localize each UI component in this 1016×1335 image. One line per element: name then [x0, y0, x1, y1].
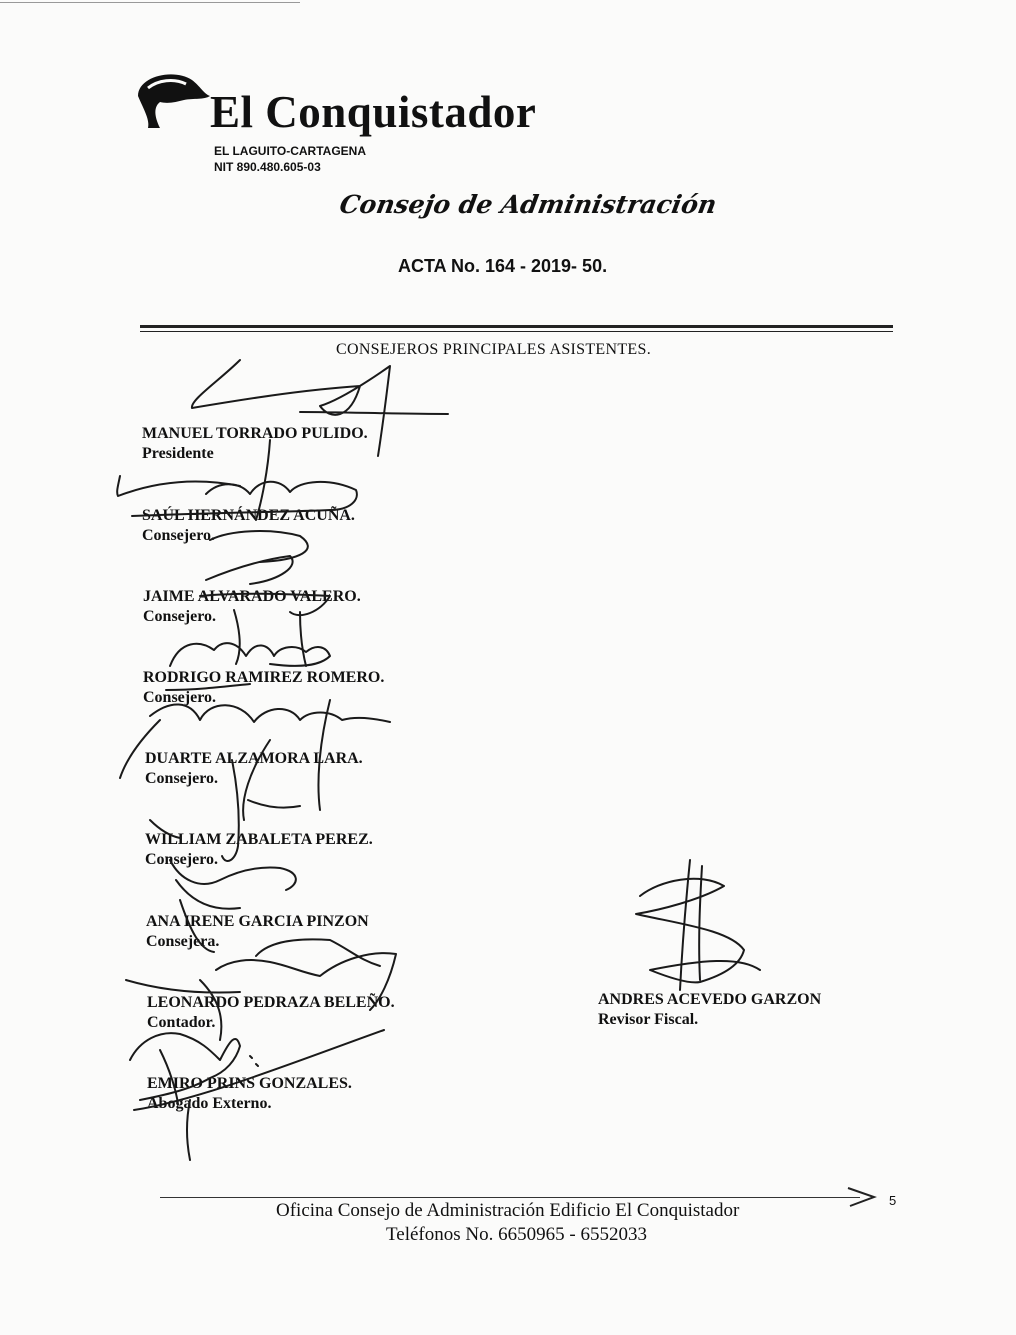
member-role: Consejero. — [145, 851, 219, 868]
footer-divider — [160, 1197, 860, 1198]
member-name: WILLIAM ZABALETA PEREZ. — [145, 831, 373, 848]
member-entry — [142, 424, 368, 464]
section-title: CONSEJEROS PRINCIPALES ASISTENTES. — [336, 341, 652, 358]
member-role: Presidente — [142, 445, 214, 462]
footer-phones: Teléfonos No. 6650965 - 6552033 — [386, 1224, 647, 1245]
brand-nit: NIT 890.480.605-03 — [214, 160, 321, 174]
member-entry — [143, 587, 361, 627]
fiscal-name: ANDRES ACEVEDO GARZON — [598, 991, 822, 1008]
member-role: Consejero. — [145, 770, 219, 787]
fiscal-role: Revisor Fiscal. — [598, 1011, 699, 1028]
page-number: 5 — [889, 1193, 897, 1208]
member-role: Contador. — [147, 1014, 216, 1031]
member-role: Abogado Externo. — [147, 1095, 272, 1112]
council-title: Consejo de Administración — [337, 190, 719, 219]
member-entry — [145, 749, 363, 789]
member-entry — [145, 830, 373, 870]
fiscal-entry — [598, 990, 821, 1030]
member-entry — [143, 668, 384, 708]
member-name: DUARTE ALZAMORA LARA. — [145, 750, 363, 767]
conquistador-helmet-icon — [134, 66, 214, 132]
member-entry — [147, 1074, 352, 1114]
member-entry — [142, 506, 355, 546]
brand-location: EL LAGUITO-CARTAGENA — [214, 144, 366, 158]
acta-number: ACTA No. 164 - 2019- 50. — [398, 256, 608, 276]
member-name: EMIRO PRINS GONZALES. — [147, 1075, 352, 1092]
brand-subtitle — [214, 143, 366, 175]
brand-title: El Conquistador — [210, 87, 537, 137]
arrow-right-icon — [846, 1184, 880, 1210]
member-name: JAIME ALVARADO VALERO. — [143, 588, 361, 605]
scan-edge-line — [0, 2, 300, 3]
member-entry — [146, 912, 369, 952]
signature — [636, 860, 760, 990]
member-role: Consejero. — [143, 608, 217, 625]
member-role: Consejero. — [143, 689, 217, 706]
member-role: Consejera. — [146, 933, 220, 950]
header-divider-thin — [140, 331, 893, 332]
member-entry — [147, 993, 395, 1033]
member-name: LEONARDO PEDRAZA BELEÑO. — [147, 994, 395, 1011]
member-name: SAÚL HERNÁNDEZ ACUÑA. — [142, 507, 355, 524]
footer-office: Oficina Consejo de Administración Edificio El Conquistador — [276, 1200, 740, 1221]
member-name: RODRIGO RAMIREZ ROMERO. — [143, 669, 385, 686]
member-role: Consejero. — [142, 527, 216, 544]
member-name: ANA IRENE GARCIA PINZON — [146, 913, 369, 930]
member-name: MANUEL TORRADO PULIDO. — [142, 425, 368, 442]
header-divider — [140, 325, 893, 328]
